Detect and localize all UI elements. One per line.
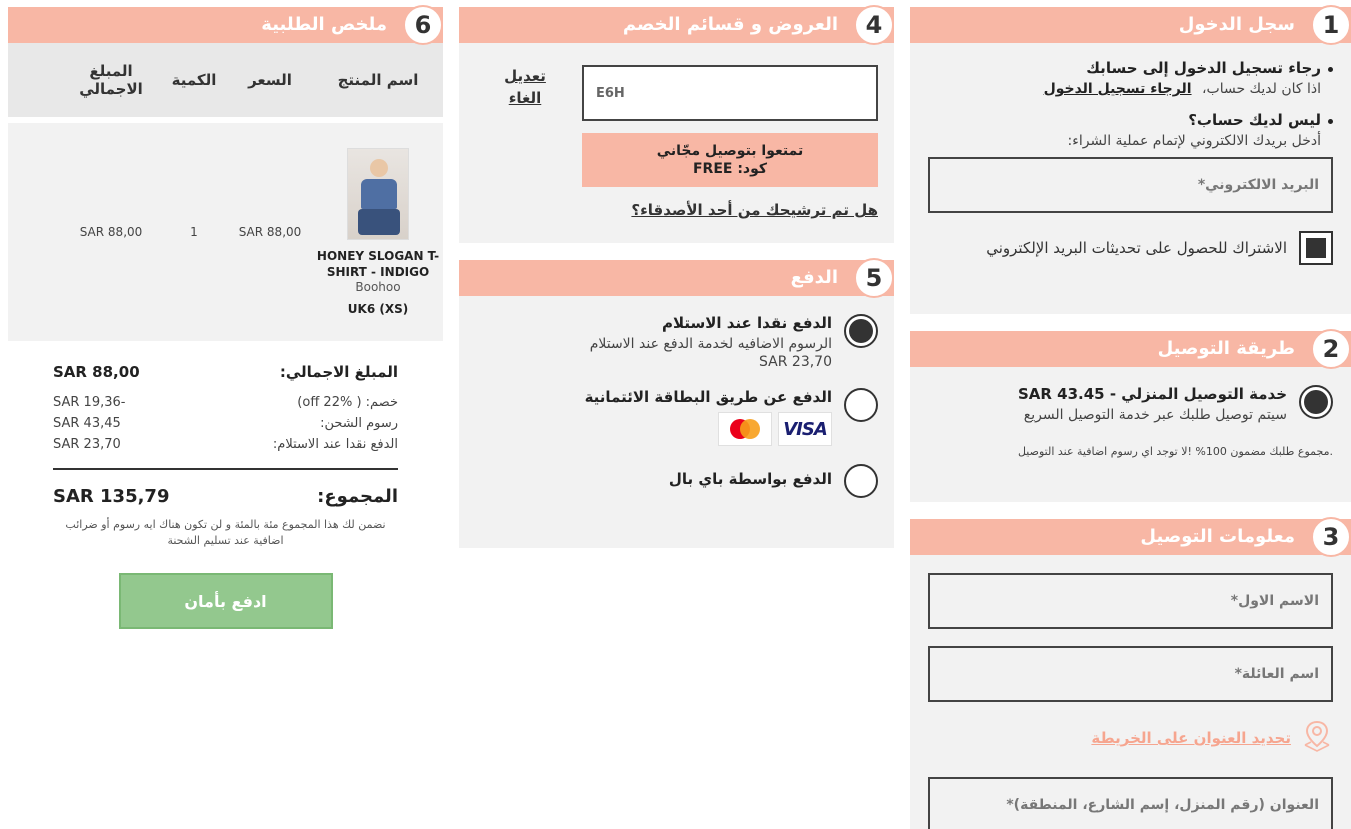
- grand-total-row: [53, 468, 398, 507]
- has-account-text: [928, 81, 1333, 97]
- product-size: UK6 (XS): [347, 302, 409, 316]
- payment-header: [459, 260, 894, 296]
- subscribe-row[interactable]: [928, 231, 1333, 265]
- col-price: السعر: [248, 71, 292, 89]
- card-option[interactable]: [475, 388, 878, 446]
- total-guarantee-note: نضمن لك هذا المجموع مئة بالمئة و لن تكون هناك ايه رسوم أو ضرائب اضافية عند تسليم الشحنة: [65, 518, 386, 547]
- discount-value: -SAR 19,36: [53, 395, 126, 410]
- shipping-value: SAR 43,45: [53, 416, 121, 431]
- map-address-link[interactable]: [928, 719, 1333, 757]
- login-title: سجل الدخول: [1178, 14, 1295, 35]
- visa-icon: [778, 412, 832, 446]
- last-name-field[interactable]: اسم العائلة*: [928, 646, 1333, 702]
- column-order-summary: [8, 7, 443, 629]
- paypal-title: الدفع بواسطة باي بال: [668, 470, 832, 488]
- promo-edit-link[interactable]: تعديل: [504, 67, 546, 85]
- payment-panel: [459, 260, 894, 548]
- home-delivery-desc: سيتم توصيل طلبك عبر خدمة التوصيل السريع: [1023, 407, 1287, 423]
- has-account-title: رجاء تسجيل الدخول إلى حسابك: [928, 59, 1333, 77]
- grand-total-value: SAR 135,79: [53, 486, 170, 507]
- has-account-desc: اذا كان لديك حساب،: [1202, 81, 1321, 97]
- cod-fee-row: [53, 437, 398, 452]
- product-image[interactable]: [347, 148, 409, 240]
- mastercard-icon: [718, 412, 772, 446]
- first-name-field[interactable]: الاسم الاول*: [928, 573, 1333, 629]
- col-product-name: اسم المنتج: [337, 71, 419, 89]
- map-address-label: تحديد العنوان على الخريطة: [1091, 729, 1291, 747]
- grand-total-label: المجموع:: [317, 486, 398, 507]
- cod-fee-value: SAR 23,70: [53, 437, 121, 452]
- shipping-guarantee: .مجموع طلبك مضمون 100% !لا توجد اي رسوم اضافية عند التوصيل: [1017, 445, 1333, 458]
- order-totals: [8, 341, 443, 629]
- offers-title: العروض و قسائم الخصم: [622, 14, 838, 35]
- home-delivery-option[interactable]: [928, 385, 1333, 423]
- delivery-info-panel: [910, 519, 1351, 829]
- cod-title: الدفع نقدا عند الاستلام: [661, 314, 832, 332]
- summary-panel: [8, 7, 443, 629]
- no-account-title: ليس لديك حساب؟: [928, 111, 1333, 129]
- subscribe-checkbox[interactable]: [1299, 231, 1333, 265]
- subscribe-label: الاشتراك للحصول على تحديثات البريد الإلكتروني: [986, 239, 1287, 257]
- visa-label: VISA: [783, 418, 827, 440]
- column-offers-payment: [459, 7, 894, 565]
- discount-label: خصم: ( off 22%): [297, 395, 398, 410]
- step-number-1: 1: [1311, 5, 1351, 45]
- paypal-radio[interactable]: [844, 464, 878, 498]
- column-checkout-steps: [910, 7, 1351, 829]
- discount-row: [53, 395, 398, 410]
- card-radio[interactable]: [844, 388, 878, 422]
- cod-option[interactable]: [475, 314, 878, 370]
- product-qty: 1: [190, 225, 198, 239]
- pay-securely-button[interactable]: ادفع بأمان: [119, 573, 333, 629]
- shipping-method-panel: [910, 331, 1351, 502]
- promo-cancel-link[interactable]: الغاء: [508, 89, 542, 107]
- map-pin-icon: [1301, 719, 1333, 757]
- login-panel-header: [910, 7, 1351, 43]
- step-number-6: 6: [403, 5, 443, 45]
- home-delivery-title: خدمة التوصيل المنزلي - SAR 43.45: [1017, 385, 1287, 403]
- free-shipping-line2: كود: FREE: [692, 161, 768, 177]
- referral-link[interactable]: هل تم ترشيحك من أحد الأصدقاء؟: [631, 201, 878, 219]
- email-field[interactable]: البريد الالكتروني*: [928, 157, 1333, 213]
- step-number-5: 5: [854, 258, 894, 298]
- free-shipping-line1: تمتعوا بتوصيل مجّاني: [656, 143, 804, 159]
- home-delivery-radio[interactable]: [1299, 385, 1333, 419]
- payment-title: الدفع: [790, 267, 838, 288]
- promo-actions: [494, 65, 556, 109]
- table-row: [8, 123, 443, 341]
- subtotal-row: [53, 363, 398, 381]
- cod-radio[interactable]: [844, 314, 878, 348]
- login-panel: [910, 7, 1351, 314]
- cod-fee-label: الدفع نقدا عند الاستلام:: [272, 437, 398, 452]
- shipping-method-title: طريقة التوصيل: [1157, 338, 1295, 359]
- product-total: SAR 88,00: [79, 225, 143, 239]
- cod-desc: الرسوم الاضافيه لخدمة الدفع عند الاستلام: [589, 336, 832, 352]
- product-brand: Boohoo: [355, 280, 401, 294]
- subtotal-value: SAR 88,00: [53, 363, 140, 381]
- shipping-label: رسوم الشحن:: [320, 416, 398, 431]
- col-qty: الكمية: [171, 71, 217, 89]
- step-number-3: 3: [1311, 517, 1351, 557]
- delivery-info-title: معلومات التوصيل: [1140, 526, 1295, 547]
- shipping-row: [53, 416, 398, 431]
- product-price: SAR 88,00: [238, 225, 302, 239]
- free-shipping-badge: [582, 133, 878, 187]
- step-number-2: 2: [1311, 329, 1351, 369]
- paypal-option[interactable]: [475, 464, 878, 498]
- product-name: HONEY SLOGAN T-SHIRT - INDIGO: [316, 249, 440, 279]
- summary-table-header: [8, 43, 443, 117]
- subtotal-label: المبلغ الاجمالي:: [279, 363, 398, 381]
- summary-header: [8, 7, 443, 43]
- no-account-text: أدخل بريدك الالكتروني لإتمام عملية الشراء:: [1067, 133, 1321, 149]
- product-cell: [313, 148, 443, 316]
- offers-panel: [459, 7, 894, 243]
- promo-code-input[interactable]: E6H: [582, 65, 878, 121]
- summary-title: ملخص الطلبية: [261, 14, 387, 35]
- login-link[interactable]: الرجاء تسجيل الدخول: [1043, 81, 1192, 97]
- col-total: المبلغ الاجمالي: [79, 62, 143, 98]
- delivery-info-header: [910, 519, 1351, 555]
- address-field[interactable]: العنوان (رقم المنزل، إسم الشارع، المنطقة)*: [928, 777, 1333, 829]
- card-title: الدفع عن طريق البطاقة الائتمانية: [584, 388, 832, 406]
- step-number-4: 4: [854, 5, 894, 45]
- offers-header: [459, 7, 894, 43]
- cod-fee: SAR 23,70: [759, 354, 832, 370]
- shipping-method-header: [910, 331, 1351, 367]
